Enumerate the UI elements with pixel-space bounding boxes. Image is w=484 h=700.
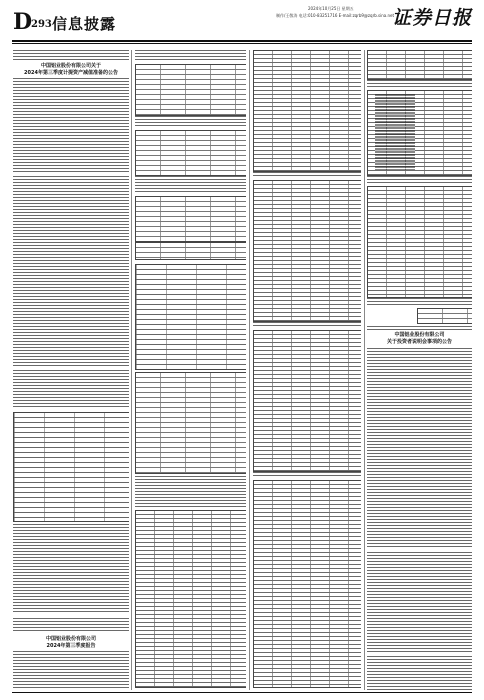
column-1 [13,50,129,690]
data-table [253,330,361,472]
data-table [13,412,129,522]
report-company: 中国铝业股份有限公司 [45,636,96,642]
text-block [13,176,129,366]
notice-title: 关于投资者说明会事项的公告 [386,339,452,345]
text-block [367,298,472,306]
text-block [13,78,129,174]
column-2 [135,50,246,690]
notice-title: 2024年第三季度计提资产减值准备的公告 [24,70,118,76]
data-table [135,196,246,242]
column-4 [367,50,472,690]
editor-contact: 制作/王敬涛 电话:010-83251716 E-mail:zqrb9@zqrb.sina.net [276,13,395,18]
text-block [253,472,361,478]
page-letter: D [13,9,33,35]
text-block [135,50,246,62]
page-number: 293 [31,19,52,30]
text-block [13,524,129,614]
data-table [135,130,246,176]
text-block [13,618,129,632]
data-table [253,180,361,322]
text-block [13,651,129,690]
text-block [253,322,361,328]
data-table [253,480,361,688]
text-block [367,552,472,652]
newspaper-logo: 证券日报 [392,7,473,29]
issue-date: 2024年10月25日 星期五 [308,6,354,11]
signature-table [417,308,472,324]
data-table [135,264,246,370]
text-block [253,172,361,178]
text-block [135,176,246,194]
data-table [253,50,361,172]
notice-title: 中国铝业股份有限公司关于 [40,63,101,69]
text-block [13,370,129,408]
data-table [135,64,246,116]
text-block [367,80,472,88]
text-block [367,348,472,548]
notice-company: 中国铝业股份有限公司 [394,332,445,338]
column-divider [249,50,250,690]
masthead-rule-thin [12,43,472,44]
column-3 [253,50,361,690]
data-table [135,510,246,688]
text-block [367,656,472,690]
text-block [135,476,246,508]
masthead-rule [12,40,472,42]
data-table [367,50,472,80]
masthead [0,0,484,40]
text-block [135,116,246,128]
column-divider [364,50,365,690]
column-divider [131,50,132,690]
highlighted-rows [375,94,415,170]
data-table [135,372,246,474]
text-block [367,176,472,184]
text-block [13,50,129,60]
data-table [367,186,472,298]
text-block [367,326,472,330]
footer-rule [12,692,472,693]
data-table [135,242,246,260]
section-title: 信息披露 [52,15,117,33]
report-title: 2024年第三季度报告 [46,643,96,649]
